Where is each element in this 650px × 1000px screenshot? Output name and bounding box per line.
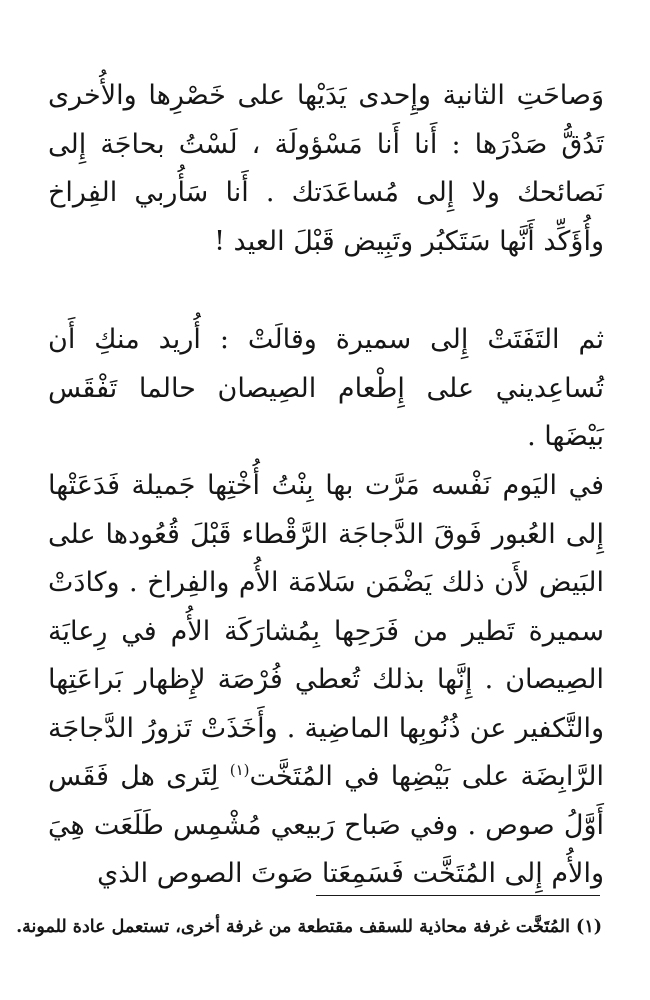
paragraph-2-text: ثم التَفَتَتْ إِلى سميرة وقالَتْ : أُريد منكِ أَن تُساعِديني على إِطْعام الصِيصان حالما تَفْقَس بَيْضَها .: [48, 324, 604, 452]
footnote-reference: (١): [229, 761, 250, 779]
paragraph-3-text: في اليَوم نَفْسه مَرَّت بها بِنْتُ أُخْتِها جَميلة فَدَعَتْها إِلى العُبور فَوقَ الدَّجاجَة الرَّقْطاء قَبْلَ قُعُودها على البَيض لأَن ذلك يَضْمَن سَلامَة الأُم والفِراخ . وكادَتْ سميرة تَطير من فَرَحِها بِمُشارَكَة الأُم في رِعايَة الصِيصان . إِنَّها بذلك تُعطي فُرْصَة لإِظهار بَراعَتِها والتَّكفير عن ذُنُوبِها الماضِية . وأَخَذَتْ تَزورُ الدَّجاجَة الرَّابِضَة على بَيْضِها في المُتَخَّت: [48, 470, 604, 792]
paragraph-1: [48, 72, 604, 266]
paragraph-3: [48, 462, 604, 899]
paragraph-2: [48, 316, 604, 462]
footnote-text: (١) المُتَخَّت غرفة محاذية للسقف مقتطعة من غرفة أخرى، تستعمل عادة للمونة.: [16, 917, 602, 937]
footnote: [16, 912, 602, 942]
paragraph-3-continuation: لِتَرى هل فَقَس أَوَّلُ صوص . وفي صَباح رَبيعي مُشْمِس طَلَعَت هِيَ والأُم إِلى المُتَخَّت فَسَمِعَتا صَوتَ الصوص الذي: [48, 761, 604, 889]
paragraph-1-text: وَصاحَتِ الثانية وإِحدى يَدَيْها على خَصْرِها والأُخرى تَدُقُّ صَدْرَها : أَنا أَنا مَسْؤولَة ، لَسْتُ بحاجَة إِلى نَصائحك ولا إِلى مُساعَدَتك . أَنا سَأُربي الفِراخ وأُؤَكِّد أَنَّها سَتَكبُر وتَبِيض قَبْلَ العيد !: [48, 80, 604, 257]
footnote-divider: [316, 895, 600, 896]
